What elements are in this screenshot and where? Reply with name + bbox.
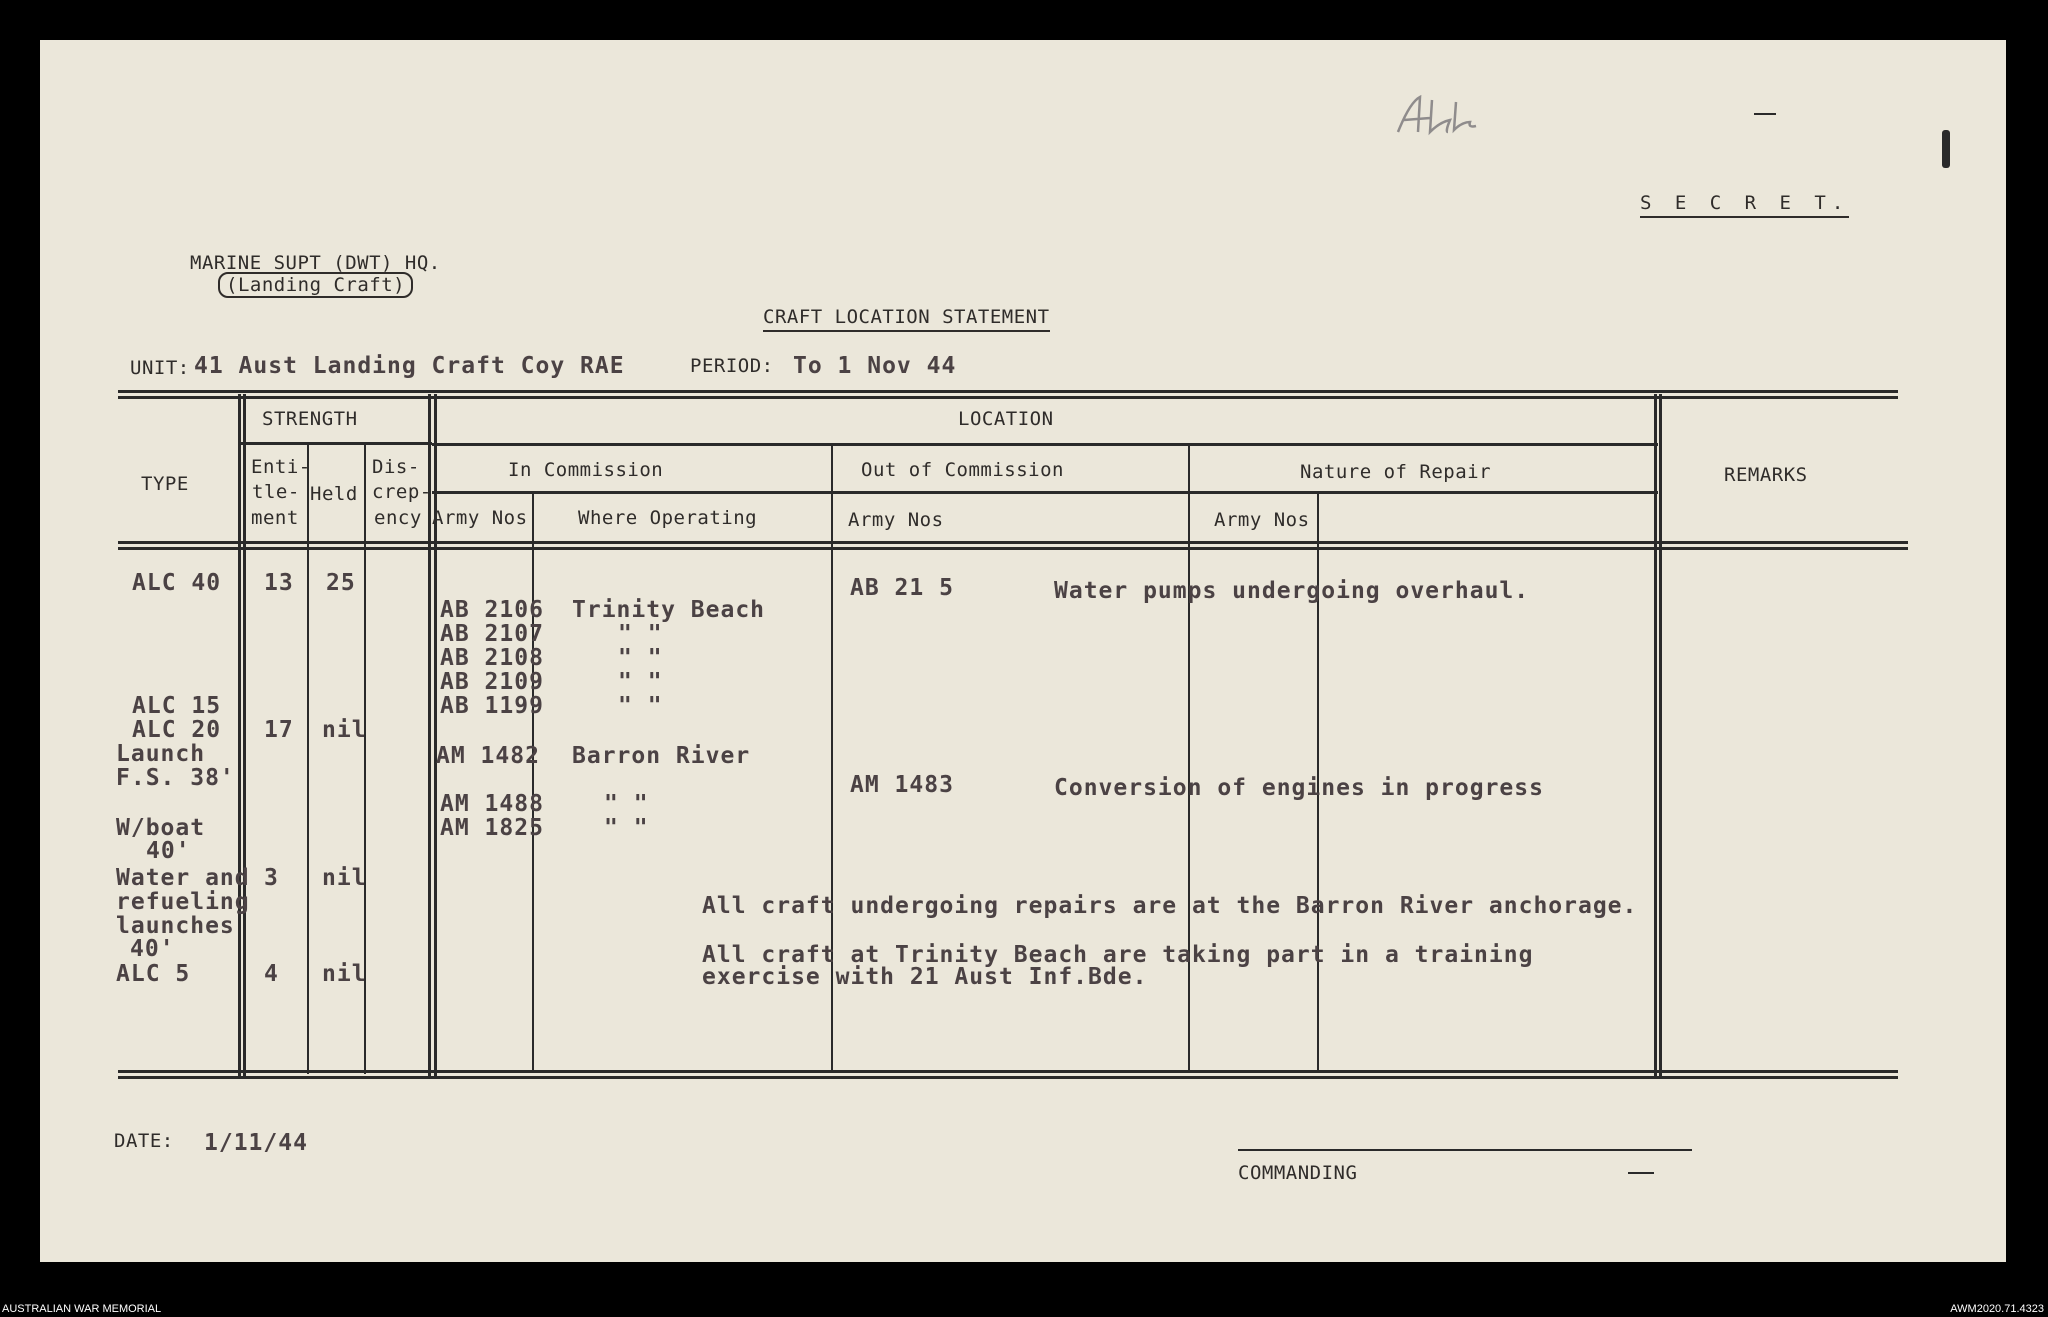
army-no-4: AB 2109 [440, 669, 544, 695]
repair-2: Conversion of engines in progress [1054, 775, 1544, 801]
where-1: Trinity Beach [572, 597, 766, 623]
header-out-commission: Out of Commission [861, 459, 1064, 481]
unit-value: 41 Aust Landing Craft Coy RAE [194, 353, 625, 379]
header-strength: STRENGTH [262, 408, 358, 430]
header-bottom-rule [118, 541, 1908, 544]
header-discrepancy-2: crep- [372, 481, 432, 503]
unit-label: UNIT: [130, 357, 190, 379]
army-no-7: AM 1488 [440, 791, 544, 817]
period-label: PERIOD: [690, 355, 774, 377]
entitlement-3: 3 [264, 865, 279, 891]
location-subheader-rule [432, 443, 1658, 446]
type-alc-20: ALC 20 [132, 717, 222, 743]
table-top-rule-2 [118, 396, 1898, 399]
entitlement-1: 13 [264, 570, 294, 596]
type-wboat-size: 40' [146, 838, 191, 864]
header-where-operating: Where Operating [578, 507, 758, 529]
type-alc-40: ALC 40 [132, 570, 222, 596]
held-4: nil [322, 961, 367, 987]
where-6: Barron River [572, 743, 751, 769]
type-water-refuel-size: 40' [130, 936, 175, 962]
army-no-2: AB 2107 [440, 621, 544, 647]
where-5: " " [618, 693, 663, 719]
held-3: nil [322, 865, 367, 891]
handwritten-annotation [1390, 92, 1490, 147]
repair-1: Water pumps undergoing overhaul. [1054, 578, 1530, 604]
handwritten-file-mark [1390, 92, 1490, 142]
header-army-nos-3: Army Nos [1214, 509, 1310, 531]
where-4: " " [618, 669, 663, 695]
col-rule-entitlement [307, 442, 309, 1074]
col-rule-location-2 [1659, 394, 1662, 1076]
header-entitlement-2: tle- [252, 481, 300, 503]
header-army-nos-1: Army Nos [432, 507, 528, 529]
entitlement-2: 17 [264, 717, 294, 743]
type-water-refuel-3: launches [116, 913, 235, 939]
held-1: 25 [326, 570, 356, 596]
col-rule-type-2 [243, 394, 246, 1076]
type-water-refuel-2: refueling [116, 889, 250, 915]
period-value: To 1 Nov 44 [793, 353, 957, 379]
date-label: DATE: [114, 1130, 174, 1152]
header-entitlement-3: ment [251, 507, 299, 529]
mark-dash-2 [1628, 1172, 1654, 1174]
where-7: " " [604, 791, 649, 817]
where-8: " " [604, 815, 649, 841]
army-no-1: AB 2106 [440, 597, 544, 623]
type-wboat: W/boat [116, 815, 206, 841]
header-nature-repair: Nature of Repair [1300, 461, 1492, 483]
col-rule-location [1654, 394, 1657, 1076]
entitlement-4: 4 [264, 961, 279, 987]
held-2: nil [322, 717, 367, 743]
army-no-5: AB 1199 [440, 693, 544, 719]
org-line-2: (Landing Craft) [218, 272, 413, 298]
scan-mark [1942, 130, 1950, 168]
col-rule-type [238, 394, 241, 1076]
out-no-2: AM 1483 [850, 772, 954, 798]
location-subheader-rule-2 [432, 491, 1658, 494]
col-rule-strength-2 [434, 394, 437, 1076]
secret-classification: S E C R E T. [1640, 192, 1849, 218]
out-no-1: AB 21 5 [850, 575, 954, 601]
date-value: 1/11/44 [204, 1130, 308, 1156]
mark-dash [1754, 113, 1776, 115]
note-training-1: All craft at Trinity Beach are taking part in a training [702, 942, 1534, 968]
header-bottom-rule-2 [118, 547, 1908, 550]
header-discrepancy-1: Dis- [372, 456, 420, 478]
where-3: " " [618, 645, 663, 671]
where-2: " " [618, 621, 663, 647]
signature-line [1238, 1149, 1692, 1151]
header-entitlement-1: Enti- [251, 456, 311, 478]
table-bottom-rule-2 [118, 1076, 1898, 1079]
table-top-rule [118, 390, 1898, 393]
archive-reference: AWM2020.71.4323 [1950, 1303, 2044, 1315]
header-discrepancy-3: ency [374, 507, 422, 529]
header-remarks: REMARKS [1724, 464, 1808, 486]
archive-credit: AUSTRALIAN WAR MEMORIAL [2, 1303, 162, 1315]
type-launch-size: F.S. 38' [116, 765, 235, 791]
header-in-commission: In Commission [508, 459, 664, 481]
header-location: LOCATION [958, 408, 1054, 430]
note-training-2: exercise with 21 Aust Inf.Bde. [702, 964, 1148, 990]
type-alc-15: ALC 15 [132, 693, 222, 719]
org-line-1: MARINE SUPT (DWT) HQ. [190, 252, 441, 274]
commanding-label: COMMANDING [1238, 1162, 1358, 1184]
document-title: CRAFT LOCATION STATEMENT [763, 306, 1050, 332]
note-repairs-location: All craft undergoing repairs are at the Barron River anchorage. [702, 893, 1638, 919]
col-rule-out-commission [1188, 443, 1190, 1073]
strength-subheader-rule [240, 442, 432, 445]
army-no-8: AM 1825 [440, 815, 544, 841]
type-launch: Launch [116, 741, 206, 767]
type-alc-5: ALC 5 [116, 961, 191, 987]
header-army-nos-2: Army Nos [848, 509, 944, 531]
type-water-refuel-1: Water and [116, 865, 250, 891]
col-rule-army-nos [532, 493, 534, 1073]
army-no-3: AB 2108 [440, 645, 544, 671]
header-type: TYPE [141, 473, 189, 495]
header-held: Held [310, 483, 358, 505]
army-no-6: AM 1482 [436, 743, 540, 769]
table-bottom-rule [118, 1070, 1898, 1073]
